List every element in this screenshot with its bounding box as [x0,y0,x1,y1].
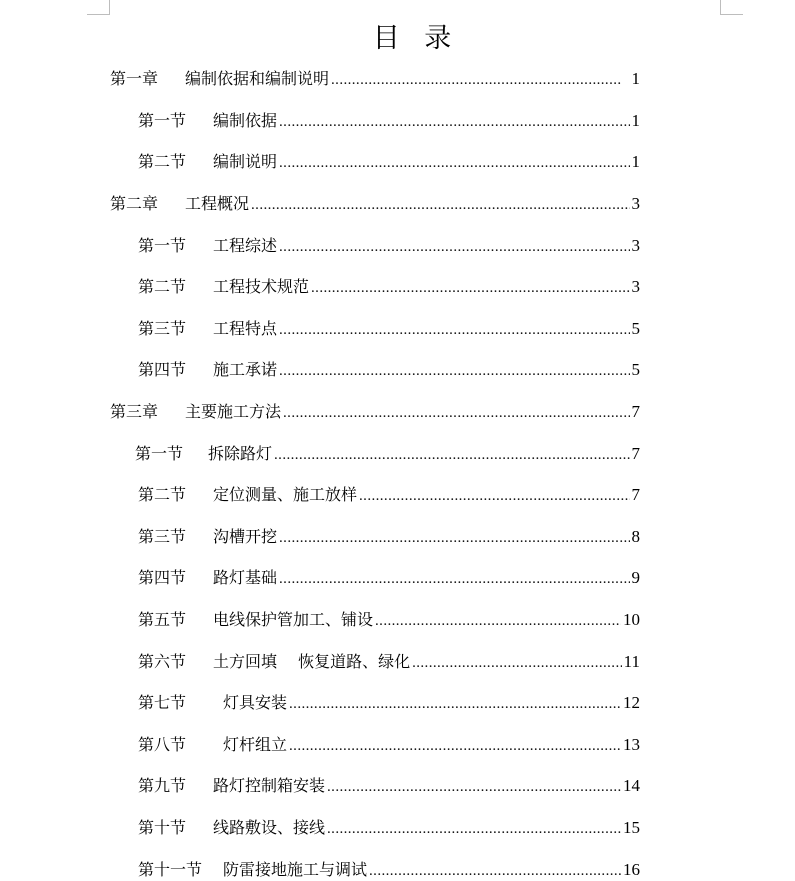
toc-entry-chapter[interactable] [110,191,640,215]
toc-dot-leader [289,696,621,713]
toc-entry-heading: 编制依据 [213,111,278,130]
page-corner-mark-right [720,0,743,15]
toc-entry-number: 第一节 [135,444,184,463]
toc-entry-page: 8 [631,527,640,546]
toc-entry-section[interactable] [135,441,640,465]
toc-entry-number: 第十节 [138,818,187,837]
toc-entry-heading: 沟槽开挖 [213,527,278,546]
toc-entry-heading: 定位测量、施工放样 [213,485,358,504]
toc-entry-number: 第九节 [138,776,187,795]
toc-entry-section[interactable] [138,316,640,340]
toc-entry-section[interactable] [138,732,640,756]
toc-dot-leader [279,155,629,172]
toc-entry-page: 14 [623,776,640,795]
toc-dot-leader [289,738,621,755]
toc-entry-page: 7 [631,402,640,421]
toc-entry-number: 第一节 [138,111,187,130]
toc-entry-number: 第二节 [138,152,187,171]
toc-entry-section[interactable] [138,482,640,506]
toc-entry-chapter[interactable] [110,399,640,423]
toc-entry-heading: 编制说明 [213,152,278,171]
toc-entry-page: 7 [631,444,640,463]
toc-entry-heading: 工程技术规范 [213,277,310,296]
toc-entry-page: 3 [631,277,640,296]
toc-entry-number: 第四节 [138,568,187,587]
toc-entry-section[interactable] [138,357,640,381]
toc-entry-page: 7 [631,485,640,504]
toc-entry-number: 第一节 [138,236,187,255]
toc-entry-heading: 电线保护管加工、铺设 [213,610,374,629]
toc-entry-heading: 土方回填 恢复道路、绿化 [213,652,411,671]
toc-entry-section[interactable] [138,649,640,673]
toc-entry-number: 第二节 [138,277,187,296]
toc-entry-heading: 工程综述 [213,236,278,255]
toc-title: 目 录 [372,23,460,54]
toc-dot-leader [251,197,629,214]
toc-dot-leader [283,405,629,422]
toc-dot-leader [279,322,629,339]
toc-entry-number: 第八节 [138,735,187,754]
toc-entry-number: 第五节 [138,610,187,629]
toc-entry-page: 1 [631,111,640,130]
toc-dot-leader [279,239,629,256]
toc-entry-section[interactable] [138,857,640,881]
toc-entry-number: 第七节 [138,693,187,712]
toc-dot-leader [274,447,629,464]
toc-entry-page: 1 [631,69,640,88]
toc-entry-number: 第三节 [138,527,187,546]
toc-entry-section[interactable] [138,607,640,631]
toc-dot-leader [279,363,629,380]
toc-entry-page: 10 [623,610,640,629]
toc-entry-heading: 路灯基础 [213,568,278,587]
page-corner-mark-left [87,0,110,15]
toc-entry-section[interactable] [138,233,640,257]
toc-entry-chapter[interactable] [110,66,640,90]
toc-entry-page: 3 [631,236,640,255]
toc-entry-heading: 灯具安装 [223,693,288,712]
toc-entry-number: 第十一节 [138,860,203,879]
toc-entry-heading: 路灯控制箱安装 [213,776,326,795]
toc-entry-heading: 工程特点 [213,319,278,338]
toc-entry-section[interactable] [138,149,640,173]
toc-entry-number: 第三章 [110,402,159,421]
toc-entry-number: 第六节 [138,652,187,671]
toc-entry-number: 第三节 [138,319,187,338]
toc-entry-number: 第二节 [138,485,187,504]
toc-dot-leader [279,114,629,131]
toc-dot-leader [359,488,629,505]
toc-entry-page: 9 [631,568,640,587]
toc-entry-heading: 工程概况 [185,194,250,213]
toc-dot-leader [375,613,621,630]
toc-dot-leader [369,863,621,880]
toc-entry-section[interactable] [138,524,640,548]
toc-entry-page: 12 [623,693,640,712]
toc-entry-heading: 拆除路灯 [208,444,273,463]
toc-entry-heading: 防雷接地施工与调试 [223,860,368,879]
toc-entry-heading: 编制依据和编制说明 [185,69,330,88]
toc-entry-page: 11 [623,652,640,671]
toc-entry-heading: 灯杆组立 [223,735,288,754]
toc-entry-section[interactable] [138,274,640,298]
toc-entry-heading: 施工承诺 [213,360,278,379]
toc-dot-leader [311,280,629,297]
toc-dot-leader [331,72,621,89]
toc-dot-leader [327,779,621,796]
toc-entry-section[interactable] [138,773,640,797]
toc-dot-leader [412,655,622,672]
toc-dot-leader [279,571,629,588]
toc-dot-leader [279,530,629,547]
toc-entry-heading: 线路敷设、接线 [213,818,326,837]
toc-entry-page: 1 [631,152,640,171]
toc-entry-number: 第一章 [110,69,159,88]
toc-entry-number: 第二章 [110,194,159,213]
toc-entry-page: 15 [623,818,640,837]
toc-entry-section[interactable] [138,565,640,589]
toc-entry-page: 16 [623,860,640,879]
toc-entry-number: 第四节 [138,360,187,379]
toc-entry-heading: 主要施工方法 [185,402,282,421]
toc-entry-section[interactable] [138,815,640,839]
toc-entry-page: 13 [623,735,640,754]
toc-entry-page: 3 [631,194,640,213]
toc-entry-section[interactable] [138,108,640,132]
toc-entry-section[interactable] [138,690,640,714]
toc-entry-page: 5 [631,319,640,338]
toc-entry-page: 5 [631,360,640,379]
toc-dot-leader [327,821,621,838]
